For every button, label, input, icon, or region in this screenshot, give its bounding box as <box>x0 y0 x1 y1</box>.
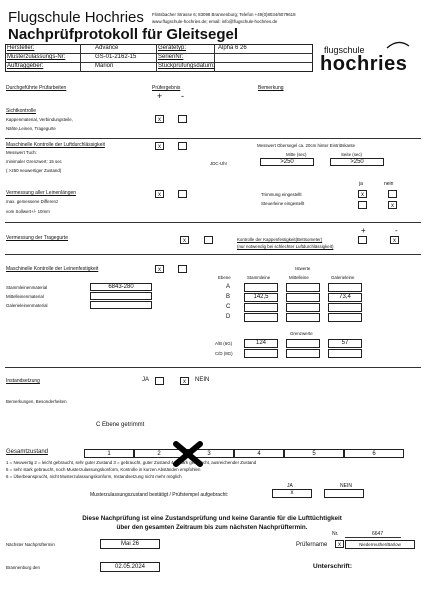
logo-top-text: flugschule <box>324 45 365 55</box>
betts-plus-label: + <box>361 226 366 235</box>
geraetetyp-value: Alpha 6 26 <box>218 45 247 51</box>
naechster-label: Nächster Nachprüftermin <box>6 542 55 547</box>
c-mittel-value[interactable] <box>286 303 320 312</box>
instand-ja-checkbox[interactable] <box>155 377 164 385</box>
gesamt-title: Gesamtzustand <box>6 449 49 455</box>
steuerleine-label: Steuerleine eingestellt <box>261 201 305 206</box>
level-d: D <box>226 314 231 320</box>
address-line-1: Flintsbacher Strasse 6; 83098 Brannenburg; Telefon +49(0)8034/6079618 <box>152 12 296 17</box>
istwerte-label: Istwerte <box>295 266 311 271</box>
col-plus: + <box>157 91 163 101</box>
legend-line-3: 6 = Überbeansprucht, nicht Musterzulassungskonform, Instandsetzung nicht mehr möglich <box>6 474 182 479</box>
school-name: Flugschule Hochries <box>8 9 144 26</box>
steuerleine-nein-checkbox[interactable]: x <box>388 201 397 209</box>
seite-label: Seite (sec) <box>341 152 362 157</box>
kontrolle-note: (nur notwendig bei schlechter Luftdurchlässigkeit) <box>237 244 334 249</box>
nr-label: Nr. <box>332 531 339 537</box>
level-a: A <box>226 284 231 290</box>
trimmung-nein-checkbox[interactable] <box>388 190 397 198</box>
instand-nein-checkbox[interactable]: x <box>180 377 189 385</box>
form-title: Nachprüfprotokoll für Gleitsegel <box>8 26 239 43</box>
zustand-5[interactable]: 5 <box>284 449 344 458</box>
a-mittel-value[interactable] <box>286 283 320 292</box>
instand-title: Instandsetzung <box>6 378 40 384</box>
naechster-value[interactable]: Mai 26 <box>100 539 160 549</box>
musterzulassung-value: GS-01-2162-15 <box>95 54 137 60</box>
sicht-minus-checkbox[interactable] <box>178 115 187 123</box>
serien-label: SerienNr: <box>158 54 184 60</box>
d-galerie-value[interactable] <box>328 313 362 322</box>
stamm-mat-label: Stammleinenmaterial <box>6 285 48 290</box>
luft-line-3: ( >250 neuwertiger Zustand) <box>6 168 62 173</box>
geraetetyp-label: Gerätetyp: <box>158 45 187 51</box>
ab-label: A/B (6G) <box>215 341 233 346</box>
c-stamm-value[interactable] <box>244 303 278 312</box>
mitte-label: Mitte (sec) <box>286 152 307 157</box>
leinen-title: Vermessung aller Leinenlängen <box>6 190 77 196</box>
luft-line-1: Messwert Tuch: <box>6 150 37 155</box>
cd-label: C/D (8G) <box>215 351 233 356</box>
muster-label: Musterzulassungszustand bestätigt / Prüfstempel aufgebracht: <box>90 492 229 498</box>
paraglider-icon <box>386 40 410 50</box>
stammleine-header: Stammleine <box>247 275 271 280</box>
pruefer-value[interactable]: Niederreuther/Barlow <box>345 540 415 549</box>
b-stamm-value[interactable]: 142,5 <box>244 293 278 302</box>
d-mittel-value[interactable] <box>286 313 320 322</box>
muster-nein-label: NEIN <box>340 483 352 489</box>
luft-title: Maschinelle Kontrolle der Luftdurchlässigkeit <box>6 142 105 148</box>
leinen-minus-checkbox[interactable] <box>178 190 187 198</box>
c-galerie-value[interactable] <box>328 303 362 312</box>
betts-minus-checkbox[interactable]: x <box>390 236 399 244</box>
address-line-2: www.flugschule-hochries.de; email: info@flugschule-hochries.de <box>152 19 278 24</box>
galerieleine-header: Galerieleine <box>331 275 355 280</box>
mittel-mat-value[interactable] <box>90 292 152 300</box>
messwert-label: Messwert Obersegel ca. 20cm hinter Eintrittskante <box>257 143 356 148</box>
col-minus: - <box>181 91 184 101</box>
hersteller-value: Advance <box>95 45 119 51</box>
logo-bottom-text: hochries <box>320 53 408 75</box>
sicht-plus-checkbox[interactable]: x <box>155 115 164 123</box>
b-galerie-value[interactable]: 73,4 <box>328 293 362 302</box>
luft-line-2: minimaler Grenzwert: 15 sec <box>6 159 62 164</box>
betts-minus-label: - <box>395 226 398 235</box>
grenzwerte-label: Grenzwerte <box>290 331 313 336</box>
bemerkungen-title: Bemerkungen, Besonderheiten <box>6 399 67 404</box>
betts-plus-checkbox[interactable] <box>358 236 367 244</box>
col-pruefarbeiten: Durchgeführte Prüfarbeiten <box>6 85 67 91</box>
trimmung-label: Trimmung eingestellt <box>261 192 302 197</box>
bemerkungen-text: C Ebene getrimmt <box>96 422 145 428</box>
ab-galerie-value[interactable]: 57 <box>328 339 362 348</box>
leinen-line-2: vom Sollwert+/- 10mm <box>6 209 50 214</box>
sicht-line-1: Kappenmaterial, Verbindungsteile, <box>6 117 73 122</box>
nein-label: nein <box>384 181 394 187</box>
ort-label: Brannenburg den <box>6 565 40 570</box>
pruefername-label: Prüfername <box>296 542 328 548</box>
zustand-6[interactable]: 6 <box>344 449 404 458</box>
datum-value[interactable]: 02.05.2024 <box>100 562 160 572</box>
legend-line-1: 1 = Neuwertig 2 = leicht gebraucht, sehr guter Zustand 3 = gebraucht, guter Zustand 4 = stark gebraucht, ausreichender Zustand <box>6 460 257 465</box>
stamm-mat-value[interactable]: 6843-280 <box>90 283 152 291</box>
trimmung-ja-checkbox[interactable]: x <box>358 190 367 198</box>
mittelleine-header: Mittelleine <box>289 275 309 280</box>
festigkeit-plus-checkbox[interactable]: x <box>155 265 164 273</box>
ebene-header: Ebene <box>218 275 231 280</box>
trage-title: Vermessung der Tragegurte <box>6 235 68 241</box>
statement-line-1: Diese Nachprüfung ist eine Zustandsprüfung und keine Garantie für die Lufttüchtigkeit <box>82 515 342 522</box>
musterzulassung-label: Musterzulassungs-Nr: <box>7 54 66 60</box>
zustand-1[interactable]: 1 <box>84 449 134 458</box>
festigkeit-title: Maschinelle Kontrolle der Leinenfestigkeit <box>6 266 99 272</box>
zustand-4[interactable]: 4 <box>234 449 284 458</box>
mittel-mat-label: Mittelleinenmaterial <box>6 294 44 299</box>
cd-mittel-value[interactable] <box>286 349 320 358</box>
auftraggeber-value: Marion <box>95 63 114 69</box>
instand-ja-label: JA <box>142 377 150 383</box>
mitte-value[interactable]: >250 <box>260 158 314 166</box>
muster-ja-label: JA <box>287 483 293 489</box>
a-stamm-value[interactable] <box>244 283 278 292</box>
leinen-line-1: max. gemessene Differenz <box>6 199 59 204</box>
d-stamm-value[interactable] <box>244 313 278 322</box>
luft-minus-checkbox[interactable] <box>178 142 187 150</box>
cd-stamm-value[interactable] <box>244 349 278 358</box>
festigkeit-minus-checkbox[interactable] <box>178 265 187 273</box>
seite-value[interactable]: >250 <box>330 158 384 166</box>
ab-stamm-value[interactable]: 124 <box>244 339 278 348</box>
auftraggeber-label: Auftraggeber: <box>7 63 44 69</box>
b-mittel-value[interactable] <box>286 293 320 302</box>
muster-nein-box[interactable] <box>324 489 364 498</box>
galerie-mat-value[interactable] <box>90 301 152 309</box>
logo <box>320 40 418 80</box>
unterschrift-label: Unterschrift: <box>313 563 353 570</box>
col-bemerkung: Bemerkung <box>258 85 284 91</box>
col-ergebnis: Prüfergebnis <box>152 85 181 91</box>
trage-minus-checkbox[interactable] <box>204 236 213 244</box>
trage-plus-checkbox[interactable]: x <box>180 236 189 244</box>
hersteller-label: Hersteller: <box>7 45 35 51</box>
luft-plus-checkbox[interactable]: x <box>155 142 164 150</box>
sicht-title: Sichtkontrolle <box>6 108 37 114</box>
level-c: C <box>226 304 231 310</box>
legend-line-2: 5 = sehr stark gebraucht, noch Musterzulassungskonform, Kontrolle in kurzen Abständen empfohlen <box>6 467 201 472</box>
ab-mittel-value[interactable] <box>286 339 320 348</box>
statement-line-2: über den gesamten Zeitraum bis zum nächsten Nachprüftermin. <box>116 524 308 531</box>
pruefer-checkbox[interactable]: x <box>335 540 344 548</box>
instand-nein-label: NEIN <box>195 377 210 383</box>
stueck-label: Stückprüfungsdatum: <box>158 63 215 69</box>
ja-label: ja <box>359 181 363 187</box>
muster-ja-box[interactable]: x <box>272 489 312 498</box>
leinen-plus-checkbox[interactable]: x <box>155 190 164 198</box>
sicht-line-2: Nähte,Leinen, Tragegurte <box>6 126 56 131</box>
jdc-label: JDC-Uhr <box>210 161 228 166</box>
kontrolle-label: Kontrolle der Kappenfestigkeit(Bettsometer) <box>237 237 323 242</box>
zustand-3[interactable]: 3 <box>184 449 234 458</box>
a-galerie-value[interactable] <box>328 283 362 292</box>
cd-galerie-value[interactable] <box>328 349 362 358</box>
nr-value: 6647 <box>372 531 384 537</box>
zustand-2[interactable]: 2 <box>134 449 184 458</box>
level-b: B <box>226 294 231 300</box>
galerie-mat-label: Galerieleinenmaterial <box>6 303 48 308</box>
steuerleine-ja-checkbox[interactable] <box>358 201 367 209</box>
